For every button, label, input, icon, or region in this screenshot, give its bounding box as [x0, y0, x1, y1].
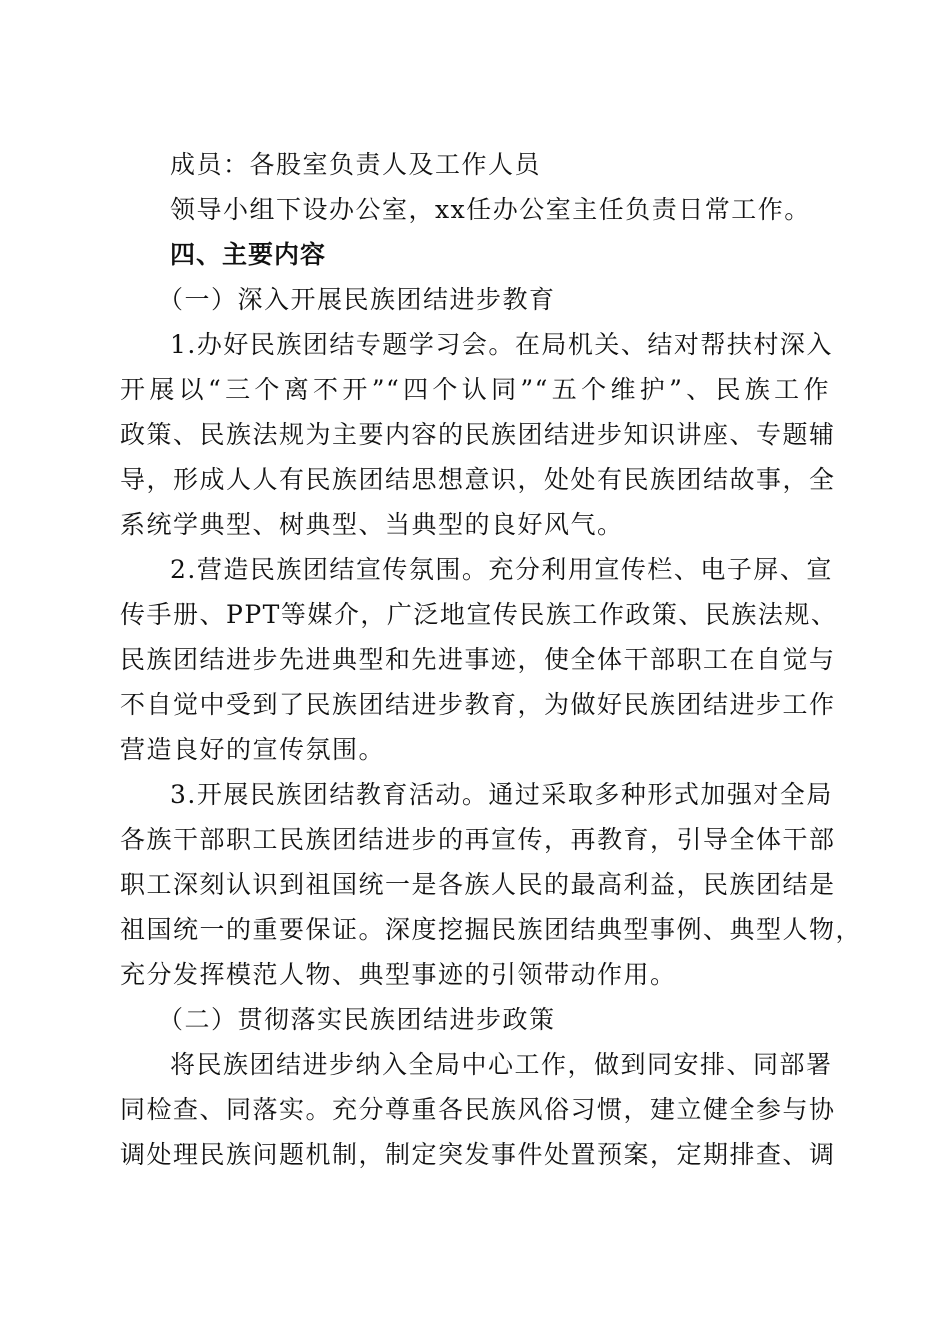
paragraph-line: 充分发挥模范人物、典型事迹的引领带动作用。 — [120, 960, 677, 989]
paragraph-line: 将民族团结进步纳入全局中心工作，做到同安排、同部署 — [170, 1050, 833, 1079]
paragraph-line: 不自觉中受到了民族团结进步教育，为做好民族团结进步工作 — [120, 690, 836, 719]
paragraph-line: 各族干部职工民族团结进步的再宣传，再教育，引导全体干部 — [120, 825, 836, 854]
paragraph-line: 政策、民族法规为主要内容的民族团结进步知识讲座、专题辅 — [120, 420, 836, 449]
paragraph-line: 营造良好的宣传氛围。 — [120, 735, 386, 764]
paragraph-line: 系统学典型、树典型、当典型的良好风气。 — [120, 510, 624, 539]
paragraph-line: 导，形成人人有民族团结思想意识，处处有民族团结故事，全 — [120, 465, 836, 494]
paragraph-line: 祖国统一的重要保证。深度挖掘民族团结典型事例、典型人物， — [120, 915, 863, 944]
paragraph-line: 3.开展民族团结教育活动。通过采取多种形式加强对全局 — [170, 780, 833, 809]
paragraph-line: 调处理民族问题机制，制定突发事件处置预案，定期排查、调 — [120, 1140, 836, 1169]
paragraph-line: 同检查、同落实。充分尊重各民族风俗习惯，建立健全参与协 — [120, 1095, 836, 1124]
subsection-heading-education: （一）深入开展民族团结进步教育 — [158, 285, 556, 314]
paragraph-line: 职工深刻认识到祖国统一是各族人民的最高利益，民族团结是 — [120, 870, 836, 899]
office-line: 领导小组下设办公室，xx任办公室主任负责日常工作。 — [170, 195, 811, 224]
paragraph-line: 民族团结进步先进典型和先进事迹，使全体干部职工在自觉与 — [120, 645, 836, 674]
subsection-heading-policy: （二）贯彻落实民族团结进步政策 — [158, 1005, 556, 1034]
members-line: 成员：各股室负责人及工作人员 — [170, 150, 542, 179]
paragraph-line: 2.营造民族团结宣传氛围。充分利用宣传栏、电子屏、宣 — [170, 555, 833, 584]
section-heading-main-content: 四、主要内容 — [170, 240, 327, 269]
paragraph-line: 1.办好民族团结专题学习会。在局机关、结对帮扶村深入 — [170, 330, 833, 359]
paragraph-line: 传手册、PPT等媒介，广泛地宣传民族工作政策、民族法规、 — [120, 600, 838, 629]
paragraph-line: 开展以“三个离不开”“四个认同”“五个维护”、民族工作 — [120, 375, 830, 404]
